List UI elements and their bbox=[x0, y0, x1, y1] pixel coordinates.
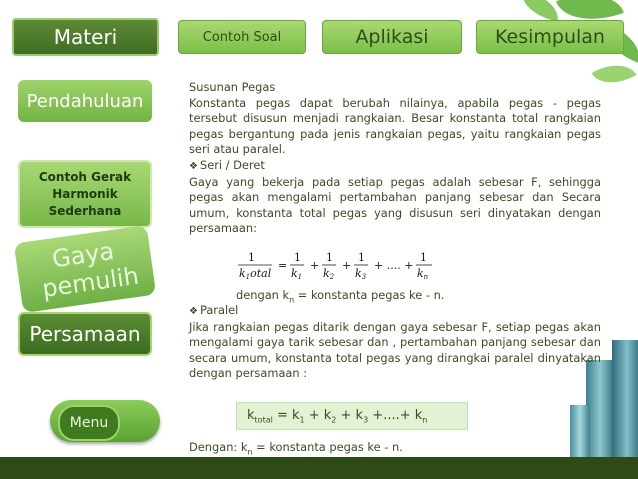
tab-contoh-soal-label: Contoh Soal bbox=[202, 29, 282, 45]
svg-text:k3: k3 bbox=[355, 267, 367, 281]
parallel-section bbox=[189, 303, 601, 382]
sidebar-item-label: Contoh Gerak Harmonik Sederhana bbox=[38, 169, 132, 218]
bottom-bar bbox=[0, 457, 638, 479]
tab-aplikasi-label: Aplikasi bbox=[355, 26, 429, 48]
parallel-formula-rendered: $k_{total} = k_1 + k_2 + k_3$ +....+ $k_n$ bbox=[247, 407, 428, 425]
section-heading: Susunan Pegas bbox=[189, 80, 276, 94]
menu-button[interactable] bbox=[58, 405, 120, 441]
sidebar-item-persamaan[interactable] bbox=[18, 312, 152, 356]
series-title-text: Seri / Deret bbox=[199, 157, 265, 172]
menu-label: Menu bbox=[69, 415, 109, 431]
intro-paragraph: Konstanta pegas dapat berubah nilainya, apabila pegas - pegas tersebut disusun menjadi rangkaian. Besar konstanta total rangkaian pegas bergantung pada jenis rangkaian pegas, yaitu rangkaian pegas seri atau paralel. bbox=[189, 95, 601, 157]
tab-materi[interactable] bbox=[12, 18, 159, 56]
series-paragraph: Gaya yang bekerja pada setiap pegas adalah sebesar F, sehingga pegas akan mengalami pertambahan panjang sebesar dan Secara umum, konstanta total pegas yang disusun seri dinyatakan dengan persamaan: bbox=[189, 174, 601, 236]
svg-text:1: 1 bbox=[326, 251, 333, 264]
sidebar-item-pendahuluan[interactable] bbox=[18, 80, 152, 122]
tab-kesimpulan[interactable] bbox=[476, 20, 624, 54]
sidebar-item-label: Pendahuluan bbox=[26, 90, 144, 112]
sidebar-item-label: Gaya pemulih bbox=[40, 236, 141, 303]
svg-text:+ .... +: + .... + bbox=[374, 259, 414, 272]
content-area bbox=[189, 80, 601, 237]
sidebar-item-gaya-pemulih[interactable] bbox=[14, 225, 156, 313]
sidebar-item-label: Persamaan bbox=[29, 322, 141, 346]
tab-contoh-soal[interactable] bbox=[178, 20, 306, 54]
series-formula bbox=[236, 250, 446, 282]
building-image bbox=[570, 405, 590, 460]
tab-aplikasi[interactable] bbox=[322, 20, 462, 54]
parallel-formula bbox=[236, 402, 468, 430]
svg-text:k1otal: k1otal bbox=[239, 267, 272, 281]
svg-text:1: 1 bbox=[420, 251, 427, 264]
svg-text:k1: k1 bbox=[291, 267, 303, 281]
tab-materi-label: Materi bbox=[53, 25, 118, 49]
parallel-title-text: Paralel bbox=[199, 303, 239, 317]
sidebar-item-contoh-gerak[interactable] bbox=[18, 160, 152, 228]
series-note: dengan $k_n$ = konstanta pegas ke - n. bbox=[236, 288, 445, 305]
parallel-note: Dengan: $k_n$ = konstanta pegas ke - n. bbox=[189, 440, 403, 457]
svg-text:kn: kn bbox=[417, 267, 429, 281]
series-title bbox=[189, 158, 601, 175]
parallel-title bbox=[189, 303, 601, 320]
building-image bbox=[612, 340, 638, 460]
svg-text:1: 1 bbox=[358, 251, 365, 264]
svg-text:+: + bbox=[310, 259, 320, 272]
svg-text:k2: k2 bbox=[323, 267, 335, 281]
leaf-decoration bbox=[518, 0, 562, 21]
parallel-paragraph: Jika rangkaian pegas ditarik dengan gaya sebesar F, setiap pegas akan mengalami gaya tarik sebesar dan , pertambahan panjang sebesar dan secara umum, konstanta total pegas yang dirangkai paralel dinyatakan dengan persamaan : bbox=[189, 319, 601, 381]
svg-text:1: 1 bbox=[294, 251, 301, 264]
svg-text:+: + bbox=[342, 259, 352, 272]
svg-text:=: = bbox=[278, 259, 288, 272]
svg-text:1: 1 bbox=[248, 251, 255, 264]
tab-kesimpulan-label: Kesimpulan bbox=[495, 26, 605, 48]
